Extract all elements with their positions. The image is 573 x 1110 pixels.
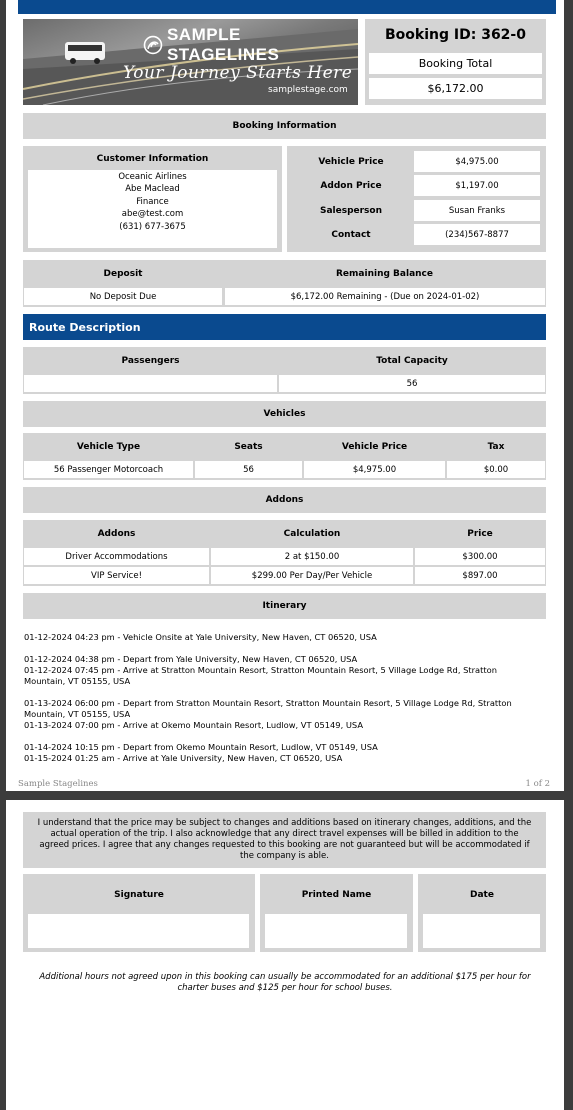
route-description-header: Route Description (23, 314, 546, 340)
brand-text: SAMPLE STAGELINES (166, 25, 280, 64)
customer-information-box (23, 146, 282, 252)
itinerary-entry-continued: Mountain, VT 05155, USA (24, 709, 131, 719)
booking-total-value: $6,172.00 (369, 78, 542, 99)
remaining-balance-value: $6,172.00 Remaining - (Due on 2024-01-02) (225, 288, 545, 305)
itinerary-entry: 01-14-2024 10:15 pm - Depart from Okemo Mountain Resort, Ludlow, VT 05149, USA (24, 742, 378, 752)
agreement-text: I understand that the price may be subject to changes and additions based on itinerary changes, additions, and the actual operation of the trip. I also acknowledge that any direct travel expenses will be billed in addition to the agreed prices. I agree that any changes requested to this booking are not guaranteed but will be accommodated if the company is able. (23, 812, 546, 868)
printed-name-header: Printed Name (301, 890, 372, 900)
vehicle-price-cell: $4,975.00 (304, 461, 445, 478)
logo-icon (143, 35, 163, 55)
vehicles-table (23, 433, 546, 480)
booking-id: Booking ID: 362-0 (385, 27, 526, 43)
itinerary-entry: 01-13-2024 06:00 pm - Depart from Stratton Mountain Resort, Stratton Mountain Resort, 5 Village Lodge Rd, Stratton (24, 698, 512, 708)
vehicles-col-tax: Tax (487, 441, 505, 452)
bus-icon (63, 39, 109, 65)
payment-box (23, 260, 546, 307)
vehicles-col-seats: Seats (234, 441, 263, 452)
summary-label-salesperson: Salesperson (319, 206, 383, 216)
document-page-2 (6, 800, 564, 1110)
addons-section-header: Addons (23, 487, 546, 513)
customer-information-header: Customer Information (96, 154, 209, 164)
itinerary-entry: 01-12-2024 04:38 pm - Depart from Yale University, New Haven, CT 06520, USA (24, 654, 358, 664)
itinerary-entry-continued: Mountain, VT 05155, USA (24, 676, 131, 686)
booking-total-label: Booking Total (369, 53, 542, 74)
company-banner (23, 19, 358, 105)
customer-company: Oceanic Airlines (118, 172, 187, 182)
printed-name-field[interactable] (265, 914, 407, 948)
printed-name-box (260, 874, 413, 952)
date-box (418, 874, 546, 952)
summary-value-addon-price: $1,197.00 (414, 175, 540, 196)
addons-col-name: Addons (97, 528, 136, 539)
vehicles-col-price: Vehicle Price (341, 441, 408, 452)
vehicles-col-type: Vehicle Type (76, 441, 141, 452)
deposit-value: No Deposit Due (24, 288, 222, 305)
itinerary-entry: 01-12-2024 07:45 pm - Arrive at Stratton Mountain Resort, Stratton Mountain Resort, 5 Village Lodge Rd, Stratton (24, 665, 497, 675)
total-capacity-header: Total Capacity (376, 356, 448, 366)
price-summary-box (287, 146, 546, 252)
additional-hours-note: Additional hours not agreed upon in this booking can usually be accommodated for an additional $175 per hour for charter buses and $125 per hour for school buses. (39, 972, 531, 993)
summary-label-addon-price: Addon Price (320, 181, 382, 191)
customer-email: abe@test.com (121, 209, 184, 220)
customer-details (28, 170, 277, 248)
remaining-balance-header: Remaining Balance (336, 268, 433, 279)
summary-value-contact: (234)567-8877 (414, 224, 540, 245)
summary-value-vehicle-price: $4,975.00 (414, 151, 540, 172)
addon-name-cell: VIP Service! (24, 567, 209, 584)
tagline: Your Journey Starts Here (123, 63, 353, 83)
capacity-box (23, 347, 546, 394)
addons-table (23, 520, 546, 586)
booking-information-header: Booking Information (23, 113, 546, 139)
summary-label-contact: Contact (331, 230, 371, 240)
document-page-1 (6, 0, 564, 791)
addon-calculation-cell: 2 at $150.00 (211, 548, 413, 565)
date-field[interactable] (423, 914, 540, 948)
itinerary-section-header: Itinerary (23, 593, 546, 619)
signature-field[interactable] (28, 914, 249, 948)
date-header: Date (470, 890, 494, 900)
passengers-value (24, 375, 277, 392)
addon-price-cell: $300.00 (415, 548, 545, 565)
addon-name-cell: Driver Accommodations (24, 548, 209, 565)
customer-phone: (631) 677-3675 (119, 221, 186, 232)
brand-name (143, 25, 358, 65)
summary-value-salesperson: Susan Franks (414, 200, 540, 221)
itinerary-entry: 01-12-2024 04:23 pm - Vehicle Onsite at Yale University, New Haven, CT 06520, USA (24, 632, 377, 642)
summary-label-vehicle-price: Vehicle Price (318, 157, 384, 167)
website: samplestage.com (268, 85, 348, 95)
footer-page-number: 1 of 2 (525, 779, 550, 789)
booking-id-box (365, 19, 546, 105)
vehicle-type-cell: 56 Passenger Motorcoach (24, 461, 193, 478)
addons-col-calculation: Calculation (283, 528, 341, 539)
signature-box (23, 874, 255, 952)
itinerary-entry: 01-15-2024 01:25 am - Arrive at Yale University, New Haven, CT 06520, USA (24, 753, 343, 763)
total-capacity-value: 56 (279, 375, 545, 392)
header-bar (18, 0, 556, 14)
vehicle-seats-cell: 56 (195, 461, 302, 478)
vehicle-tax-cell: $0.00 (447, 461, 545, 478)
deposit-header: Deposit (103, 268, 143, 279)
addon-price-cell: $897.00 (415, 567, 545, 584)
addon-calculation-cell: $299.00 Per Day/Per Vehicle (211, 567, 413, 584)
addons-col-price: Price (467, 528, 493, 539)
vehicles-section-header: Vehicles (23, 401, 546, 427)
customer-name: Abe Maclead (125, 184, 180, 195)
signature-header: Signature (114, 890, 164, 900)
itinerary-entry: 01-13-2024 07:00 pm - Arrive at Okemo Mountain Resort, Ludlow, VT 05149, USA (24, 720, 364, 730)
passengers-header: Passengers (121, 356, 180, 366)
footer-company: Sample Stagelines (18, 779, 98, 789)
customer-department: Finance (136, 196, 169, 207)
